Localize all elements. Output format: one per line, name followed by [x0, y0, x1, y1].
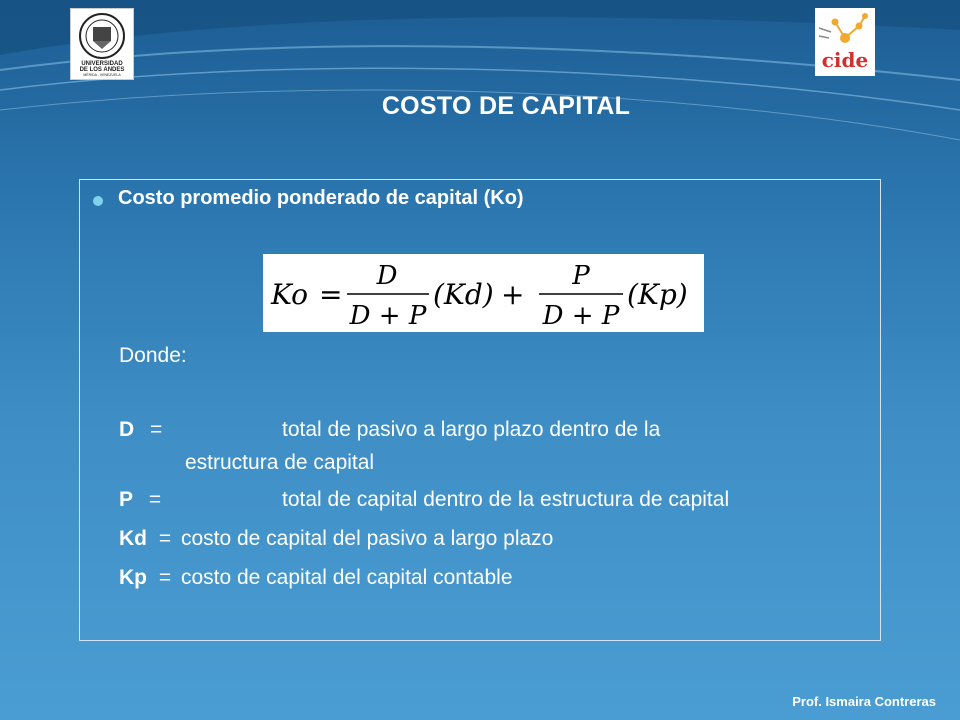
formula-den2: D + P: [542, 301, 620, 331]
cide-text: cide: [821, 48, 869, 72]
definition-symbol: D: [119, 418, 135, 441]
definition-eq: =: [150, 418, 163, 441]
university-seal-icon: [71, 9, 133, 79]
logo-text-line2: DE LOS ANDES: [79, 67, 125, 73]
definition-text: costo de capital del pasivo a largo plazo: [180, 527, 554, 550]
formula-lhs: Ko: [271, 278, 309, 311]
heading: Costo promedio ponderado de capital (Ko): [118, 187, 524, 209]
definition-row: [119, 418, 162, 442]
cide-logo: [815, 8, 875, 76]
definition-eq: =: [158, 566, 172, 589]
definition-eq: =: [148, 488, 162, 511]
formula-den1: D + P: [349, 301, 427, 331]
definition-eq: =: [158, 527, 172, 550]
definition-row: [119, 488, 161, 512]
formula-svg: [263, 254, 704, 332]
formula-term1: (Kd): [433, 278, 494, 311]
formula-term2: (Kp): [627, 278, 688, 311]
definition-row: [119, 566, 513, 590]
slide-title: COSTO DE CAPITAL: [381, 92, 631, 120]
bullet-icon: [93, 196, 103, 206]
definition-symbol: Kd: [119, 527, 147, 550]
definition-text: total de capital dentro de la estructura de capital: [282, 488, 730, 511]
university-logo: [70, 8, 134, 80]
donde-label: Donde:: [119, 344, 187, 367]
formula-num1: D: [376, 261, 398, 291]
formula-equals: =: [319, 278, 343, 311]
logo-text-line3: MÉRIDA - VENEZUELA: [83, 73, 121, 77]
logo-text-line1: UNIVERSIDAD: [81, 61, 123, 67]
formula-plus: +: [501, 278, 525, 311]
definition-symbol: Kp: [119, 566, 147, 589]
definition-text: total de pasivo a largo plazo dentro de la: [282, 418, 661, 441]
definition-text-cont: estructura de capital: [185, 451, 375, 474]
footer-author: Prof. Ismaira Contreras: [792, 694, 936, 709]
definition-row: [119, 527, 553, 551]
formula-num2: P: [572, 261, 590, 291]
definition-text: costo de capital del capital contable: [180, 566, 513, 589]
definition-symbol: P: [119, 488, 134, 511]
formula-image: [263, 254, 704, 332]
